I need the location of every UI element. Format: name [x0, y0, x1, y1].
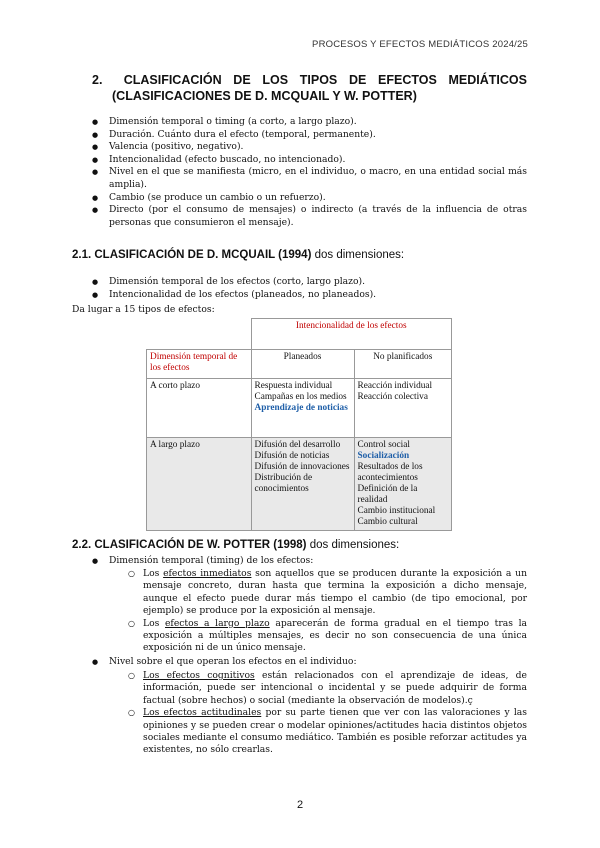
potter-bullet-nivel	[92, 656, 527, 669]
section-2-2-heading-bold: 2.2. CLASIFICACIÓN DE W. POTTER (1998)	[72, 539, 307, 551]
bullet-item: ● Dimensión temporal (timing) de los efectos:	[92, 555, 527, 568]
table-cell-text: Definición de la realidad	[357, 484, 418, 505]
section-2-title-word: LOS	[262, 73, 289, 87]
table-cell-text: Resultados de los acontecimientos	[357, 462, 423, 483]
section-2-1-heading-bold: 2.1. CLASIFICACIÓN DE D. MCQUAIL (1994)	[72, 249, 312, 261]
table-cell-text: Control social	[357, 440, 410, 450]
page-number: 2	[296, 799, 304, 811]
bullet-item: ● Valencia (positivo, negativo).	[92, 141, 527, 154]
item-text-post: están relacionados con el aprendizaje de ideas, de información, puede ser intencional o incidental y se puede adquirir de forma factual (sobre hechos) o social (mediante la observación de modelos).ç	[143, 670, 527, 706]
potter-bullet-timing	[92, 555, 527, 568]
table-cell-largo-planeados	[251, 438, 354, 531]
table-cell-text: Difusión de noticias	[254, 451, 330, 461]
item-underlined-term: Los efectos actitudinales	[143, 707, 262, 719]
table-cell-text: Campañas en los medios	[254, 392, 347, 402]
section-2-1-heading-rest: dos dimensiones:	[311, 249, 405, 261]
table-cell-text: Difusión del desarrollo	[254, 440, 341, 450]
section-2-title	[92, 72, 527, 104]
table-row-largo-plazo: A largo plazo	[147, 438, 252, 531]
section-2-2-heading-rest: dos dimensiones:	[306, 539, 400, 551]
section-2-title-word: DE	[233, 73, 251, 87]
bullet-item: ● Dimensión temporal de los efectos (corto, largo plazo).	[92, 276, 527, 289]
table-cell-largo-no-planificados	[354, 438, 452, 531]
bullet-item: ● Intencionalidad de los efectos (planeados, no planeados).	[92, 289, 527, 302]
section-2-title-word: DE	[348, 73, 367, 87]
item-text-pre: Los	[143, 617, 165, 629]
table-empty-corner	[147, 319, 252, 350]
section-2-title-word: TIPOS	[299, 73, 338, 87]
section-2-title-word: MEDIÁTICOS	[448, 73, 527, 87]
table-cell-text: Reacción individual	[357, 381, 433, 391]
sub-list-item	[128, 670, 527, 707]
item-underlined-term: efectos inmediatos	[163, 568, 252, 579]
item-text-post: por su parte tienen que ver con las valoraciones y las opiniones y se pueden crear o modelar opiniones/actitudes hacia distintos objetos sociales mediante el consumo mediático. También es posible reforzar actitudes ya existentes, no sólo crearlas.	[143, 707, 527, 756]
sub-list-item	[128, 707, 527, 757]
section-2-bullet-list	[92, 116, 527, 229]
bullet-item: ● Dimensión temporal o timing (a corto, a largo plazo).	[92, 116, 527, 129]
section-2-1-bullet-list	[92, 276, 527, 301]
item-text-post: son aquellos que se producen durante la exposición a un mensaje concreto, duran hasta que termina la exposición a dicho mensaje, aunque el efecto puede durar más tiempo el cambio (de tipo emocional, por ejemplo) se produce por la exposición al mensaje.	[143, 568, 527, 617]
table-lead-text: Da lugar a 15 tipos de efectos:	[72, 304, 215, 315]
table-cell-corto-no-planificados	[354, 379, 452, 438]
table-highlight-aprendizaje: Aprendizaje de noticias	[254, 403, 348, 413]
table-header-intencionalidad: Intencionalidad de los efectos	[251, 319, 452, 350]
mcquail-effects-table	[146, 318, 452, 531]
bullet-item: ● Nivel sobre el que operan los efectos en el individuo:	[92, 656, 527, 669]
table-row-corto-plazo: A corto plazo	[147, 379, 252, 438]
table-cell-text: Respuesta individual	[254, 381, 333, 391]
table-highlight-socializacion: Socialización	[357, 451, 410, 461]
sub-list-item	[128, 568, 527, 618]
item-text-pre: Los	[143, 568, 164, 579]
section-2-title-line2: (CLASIFICACIONES DE D. MCQUAIL Y W. POTTER)	[112, 89, 417, 103]
item-underlined-term: Los efectos cognitivos	[143, 670, 255, 681]
nivel-sub-list	[128, 670, 527, 757]
table-cell-text: Reacción colectiva	[357, 392, 428, 402]
bullet-item: ● Duración. Cuánto dura el efecto (temporal, permanente).	[92, 129, 527, 142]
table-cell-text: Cambio cultural	[357, 517, 418, 527]
bullet-item: ● Intencionalidad (efecto buscado, no intencionado).	[92, 154, 527, 167]
running-header: PROCESOS Y EFECTOS MEDIÁTICOS 2024/25	[312, 39, 528, 50]
table-row-header-temporal: Dimensión temporal de los efectos	[147, 350, 252, 379]
item-underlined-term: efectos a largo plazo	[165, 617, 270, 629]
bullet-item: ● Cambio (se produce un cambio o un refuerzo).	[92, 192, 527, 205]
bullet-item: ● Nivel en el que se manifiesta (micro, en el individuo, o macro, en una entidad social más amplia).	[92, 166, 527, 191]
item-text-post: aparecerán de forma gradual en el tiempo tras la exposición a múltiples mensajes, es decir no son consecuencia de una única exposición ni de un único mensaje.	[143, 617, 527, 654]
section-2-title-word: EFECTOS	[378, 73, 437, 87]
table-cell-corto-planeados	[251, 379, 354, 438]
table-col-no-planificados: No planificados	[354, 350, 452, 379]
section-2-2-heading	[72, 539, 399, 551]
section-2-1-heading	[72, 249, 404, 261]
table-cell-text: Cambio institucional	[357, 506, 436, 516]
section-2-number: 2.	[92, 73, 103, 87]
bullet-item: ● Directo (por el consumo de mensajes) o indirecto (a través de la influencia de otras personas que consumieron el mensaje).	[92, 204, 527, 229]
sub-list-item	[128, 618, 527, 655]
table-cell-text: Difusión de innovaciones	[254, 462, 350, 472]
table-col-planeados: Planeados	[251, 350, 354, 379]
timing-sub-list	[128, 568, 527, 655]
table-cell-text: Distribución de conocimientos	[254, 473, 313, 494]
section-2-title-word: CLASIFICACIÓN	[123, 73, 222, 87]
